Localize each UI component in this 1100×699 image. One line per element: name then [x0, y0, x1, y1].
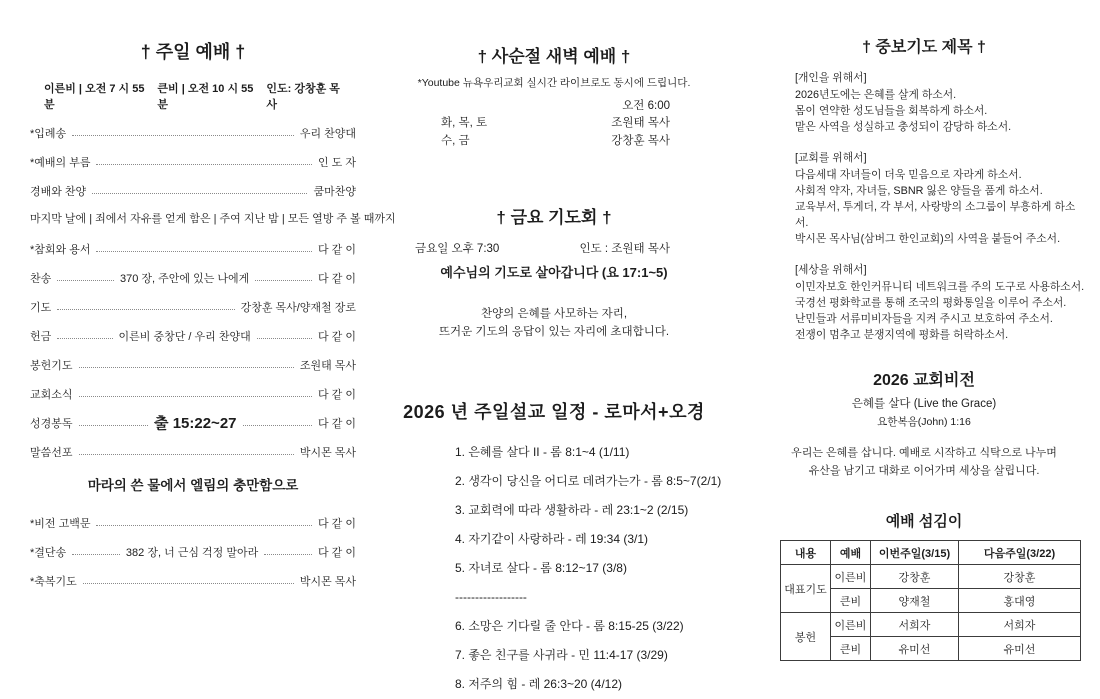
dotted-leader: [79, 367, 294, 368]
row-label: 성경봉독: [30, 417, 73, 430]
vision-body-line: 우리는 은혜를 삽니다. 예배로 시작하고 식탁으로 나누며: [791, 447, 1057, 459]
lent-dawn-section: [393, 42, 715, 149]
cell-service: 이른비: [831, 565, 871, 589]
worship-row-offering: [30, 321, 356, 350]
row-right: 다 같 이: [318, 272, 357, 285]
friday-prayer-section: [393, 203, 715, 341]
service-times: [44, 80, 350, 112]
row-right: 강창훈 목사/양재철 장로: [240, 301, 356, 314]
sermon-schedule-title: 2026 년 주일설교 일정 - 로마서+오경: [403, 402, 705, 422]
vision-verse: 요한복음(John) 1:16: [877, 416, 971, 428]
row-label: *예배의 부름: [30, 156, 91, 169]
row-right: 다 같 이: [318, 330, 356, 343]
sermon-schedule-item: 8. 저주의 힘 - 레 26:3~20 (4/12): [455, 677, 623, 691]
servers-title: 예배 섬김이: [885, 513, 963, 530]
worship-row-offering-prayer: [30, 350, 356, 379]
cell-service: 이른비: [831, 613, 871, 637]
dotted-leader: [96, 251, 312, 252]
dawn-service-time: 오전 6:00: [622, 100, 670, 112]
row-label: *입례송: [30, 127, 67, 140]
row-label: *결단송: [30, 546, 67, 559]
dotted-leader: [83, 583, 294, 584]
row-label: 기도: [30, 301, 52, 314]
dotted-leader: [79, 454, 294, 455]
cell-this-week: 양재철: [871, 589, 959, 613]
youtube-live-note: *Youtube 뉴욕우리교회 실시간 라이브로도 동시에 드립니다.: [417, 77, 691, 89]
prayer-group-heading: [교회를 위해서]: [795, 152, 867, 164]
sunday-worship-title: † 주일 예배 †: [140, 42, 246, 62]
friday-prayer-theme: 예수님의 기도로 살아갑니다 (요 17:1~5): [440, 265, 668, 280]
header-category: 내용: [781, 541, 831, 565]
dotted-leader: [257, 338, 312, 339]
row-right: 쿰마찬양: [313, 185, 356, 198]
lent-dawn-title: † 사순절 새벽 예배 †: [477, 47, 631, 66]
praise-song-list: 마지막 날에 | 죄에서 자유를 얻게 함은 | 주여 지난 밤 | 모든 열방 주 볼 때까지: [30, 213, 396, 225]
cell-this-week: 서희자: [871, 613, 959, 637]
row-mid: 382 장, 너 근심 걱정 말아라: [125, 546, 259, 559]
cell-this-week: 유미선: [871, 637, 959, 661]
header-this-week: 이번주일(3/15): [871, 541, 959, 565]
row-mid: 이른비 중창단 / 우리 찬양대: [118, 330, 251, 343]
prayer-group-heading: [개인을 위해서]: [795, 72, 867, 84]
row-right: 다 같 이: [318, 243, 356, 256]
prayer-line: 사회적 약자, 자녀들, SBNR 잃은 양들을 품게 하소서.: [795, 185, 1043, 197]
worship-row-call: [30, 147, 356, 176]
intercession-section: [763, 34, 1085, 343]
row-label: 경배와 찬양: [30, 185, 87, 198]
row-right: 다 같 이: [318, 517, 356, 530]
dotted-leader: [96, 164, 312, 165]
worship-row-hymn: [30, 263, 356, 292]
row-right: 다 같 이: [318, 417, 357, 430]
sermon-schedule-item: 6. 소망은 기다릴 줄 안다 - 롬 8:15-25 (3/22): [455, 619, 684, 633]
row-label: *비전 고백문: [30, 517, 91, 530]
row-label: 교회소식: [30, 388, 73, 401]
row-right: 다 같 이: [318, 388, 356, 401]
row-label: 찬송: [30, 272, 52, 285]
vision-title: 2026 교회비전: [873, 372, 975, 389]
invite-line: 찬양의 은혜를 사모하는 자리,: [480, 308, 628, 320]
intercession-title: † 중보기도 제목 †: [862, 39, 986, 56]
sermon-schedule-item: 2. 생각이 당신을 어디로 데려가는가 - 롬 8:5~7(2/1): [455, 474, 722, 488]
dotted-leader: [96, 525, 312, 526]
sunday-worship-section: [30, 38, 396, 595]
dotted-leader: [57, 280, 114, 281]
header-next-week: 다음주일(3/22): [959, 541, 1081, 565]
prayer-line: 맡은 사역을 성실하고 충성되이 감당하 하소서.: [795, 121, 1012, 133]
worship-row-processional: [30, 118, 356, 147]
row-right: 박시몬 목사: [299, 446, 356, 459]
sermon-schedule-section: [393, 398, 722, 699]
prayer-group-heading: [세상을 위해서]: [795, 264, 867, 276]
dawn-leader: 조원태 목사: [611, 117, 670, 129]
church-vision-section: [763, 367, 1085, 480]
dotted-leader: [243, 425, 313, 426]
worship-row-benediction: [30, 566, 356, 595]
cell-category: 대표기도: [781, 565, 831, 613]
prayer-line: 다음세대 자녀들이 더욱 믿음으로 자라게 하소서.: [795, 169, 1022, 181]
cell-service: 큰비: [831, 589, 871, 613]
dotted-leader: [72, 554, 120, 555]
prayer-line: 교육부서, 투게더, 각 부서, 사랑방의 소그룹이 부흥하게 하소서.: [795, 201, 1076, 229]
early-service-time: 이른비 | 오전 7 시 55 분: [44, 83, 145, 111]
sermon-schedule-item: 7. 좋은 친구를 사귀라 - 민 11:4-17 (3/29): [455, 648, 668, 662]
worship-row-commitment-hymn: [30, 537, 356, 566]
row-label: 봉헌기도: [30, 359, 73, 372]
row-label: 헌금: [30, 330, 52, 343]
row-mid: 370 장, 주안에 있는 나에게: [120, 272, 250, 285]
sermon-schedule-item: 3. 교회력에 따라 생활하라 - 레 23:1~2 (2/15): [455, 503, 689, 517]
cell-next-week: 홍대영: [959, 589, 1081, 613]
dawn-row-tue-thu-sat: [393, 113, 715, 131]
dotted-leader: [79, 396, 312, 397]
prayer-line: 전쟁이 멈추고 분쟁지역에 평화를 허락하소서.: [795, 329, 1009, 341]
servers-table: [780, 540, 1081, 661]
worship-leader: 인도: 강창훈 목사: [266, 83, 340, 111]
cell-this-week: 강창훈: [871, 565, 959, 589]
sermon-schedule-item: 1. 은혜를 살다 II - 롬 8:1~4 (1/11): [455, 445, 630, 459]
worship-row-vision-confession: [30, 508, 356, 537]
schedule-divider-dashes: ------------------: [455, 590, 527, 604]
dotted-leader: [79, 425, 149, 426]
scripture-reference: 출 15:22~27: [154, 415, 237, 432]
dotted-leader: [72, 135, 294, 136]
worship-row-confession: [30, 234, 356, 263]
row-label: *참회와 용서: [30, 243, 91, 256]
cell-next-week: 서희자: [959, 613, 1081, 637]
worship-row-sermon: [30, 437, 356, 466]
vision-body-line: 유산을 남기고 대화로 이어가며 세상을 살립니다.: [808, 465, 1040, 477]
cell-next-week: 유미선: [959, 637, 1081, 661]
friday-prayer-time: 금요일 오후 7:30: [415, 243, 500, 255]
row-right: 다 같 이: [318, 546, 356, 559]
prayer-line: 난민들과 서류미비자들을 지켜 주시고 보호하여 주소서.: [795, 313, 1053, 325]
right-column: [763, 34, 1085, 661]
prayer-group-world: [763, 262, 1085, 343]
dawn-days: 화, 목, 토: [441, 117, 488, 129]
sermon-schedule-item: 4. 자기같이 사랑하라 - 레 19:34 (3/1): [455, 532, 649, 546]
sermon-schedule-item: 5. 자녀로 살다 - 롬 8:12~17 (3/8): [455, 561, 627, 575]
dawn-leader: 강창훈 목사: [611, 135, 670, 147]
row-label: *축복기도: [30, 575, 77, 588]
prayer-line: 몸이 연약한 성도님들을 회복하게 하소서.: [795, 105, 988, 117]
row-right: 인 도 자: [318, 156, 356, 169]
prayer-group-church: [763, 150, 1085, 247]
row-right: 박시몬 목사: [299, 575, 356, 588]
worship-row-praise: [30, 176, 356, 205]
prayer-line: 국경선 평화학교를 통해 조국의 평화통일을 이루어 주소서.: [795, 297, 1067, 309]
dotted-leader: [92, 193, 307, 194]
cell-next-week: 강창훈: [959, 565, 1081, 589]
row-right: 우리 찬양대: [299, 127, 356, 140]
worship-servers-section: [763, 510, 1085, 661]
worship-row-scripture: [30, 408, 356, 437]
late-service-time: 큰비 | 오전 10 시 55 분: [157, 83, 254, 111]
vision-subtitle: 은혜를 살다 (Live the Grace): [851, 398, 997, 410]
table-row: [781, 565, 1081, 589]
cell-service: 큰비: [831, 637, 871, 661]
dawn-row-wed-fri: [393, 131, 715, 149]
prayer-line: 이민자보호 한인커뮤니티 네트워크를 주의 도구로 사용하소서.: [795, 281, 1085, 293]
worship-row-announcements: [30, 379, 356, 408]
friday-prayer-invitation: [393, 305, 715, 341]
friday-prayer-title: † 금요 기도회 †: [496, 208, 612, 227]
dotted-leader: [57, 309, 234, 310]
worship-row-prayer: [30, 292, 356, 321]
prayer-group-personal: [763, 70, 1085, 135]
prayer-line: 박시몬 목사님(삼버그 한인교회)의 사역을 붙들어 주소서.: [795, 233, 1061, 245]
vision-body: [763, 444, 1085, 480]
middle-column: [393, 42, 722, 699]
dotted-leader: [264, 554, 312, 555]
dawn-days: 수, 금: [441, 135, 470, 147]
row-right: 조원태 목사: [299, 359, 356, 372]
servers-header-row: [781, 541, 1081, 565]
invite-line: 뜨거운 기도의 응답이 있는 자리에 초대합니다.: [438, 326, 670, 338]
dotted-leader: [255, 280, 312, 281]
header-service: 예배: [831, 541, 871, 565]
friday-prayer-meta: [393, 240, 715, 256]
prayer-line: 2026년도에는 은혜를 살게 하소서.: [795, 89, 957, 101]
dotted-leader: [57, 338, 112, 339]
friday-prayer-leader: 인도 : 조원태 목사: [579, 243, 670, 255]
cell-category: 봉헌: [781, 613, 831, 661]
table-row: [781, 613, 1081, 637]
row-label: 말씀선포: [30, 446, 73, 459]
sermon-title: 마라의 쓴 물에서 엘림의 충만함으로: [87, 478, 299, 493]
